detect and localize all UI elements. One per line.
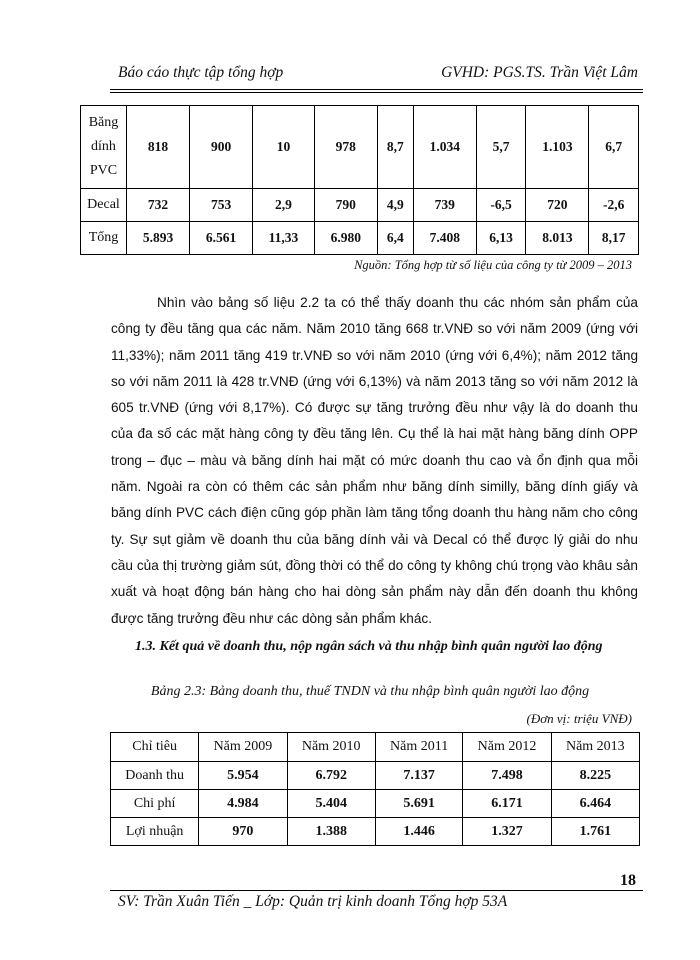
column-header: Năm 2013 [551, 733, 639, 762]
table-cell: 970 [199, 818, 287, 846]
table-cell: 790 [314, 189, 377, 222]
body-paragraph: Nhìn vào bảng số liệu 2.2 ta có thể thấy doanh thu các nhóm sản phẩm của công ty đều tăng qua các năm. Năm 2010 tăng 668 tr.VNĐ so với năm 2009 (ứng với 11,33%); năm 2011 tăng 419 tr.VNĐ so với năm 2010 (ứng với 6,4%); năm 2012 tăng so với năm 2011 là 428 tr.VNĐ (ứng với 6,13%) và năm 2013 tăng so với năm 2012 là 605 tr.VNĐ (ứng với 8,17%). Có được sự tăng trưởng đều như vậy là do doanh thu của đa số các mặt hàng công ty đều tăng lên. Cụ thể là hai mặt hàng băng dính OPP trong – đục – màu và băng dính hai mặt có mức doanh thu cao và ổn định qua mỗi năm. Ngoài ra còn có thêm các sản phẩm như băng dính similly, băng dính giấy và băng dính PVC cách điện cũng góp phần làm tăng tổng doanh thu hàng năm cho công ty. Sự sụt giảm về doanh thu của băng dính vải và Decal có thể được lý giải do nhu cầu của thị trường giảm sút, đồng thời có thể do công ty không chú trọng vào khâu sản xuất và hoạt động bán hàng cho hai dòng sản phẩm này dẫn đến doanh thu không được tăng trưởng đều như các dòng sản phẩm khác. [111, 295, 638, 626]
table-cell: 6.171 [463, 790, 551, 818]
source-note: Nguồn: Tổng hợp từ số liệu của công ty từ 2009 – 2013 [354, 258, 632, 272]
row-label-line: dính [91, 139, 116, 154]
row-label: Decal [81, 189, 127, 222]
table-cell: 7.137 [375, 762, 463, 790]
column-header: Chỉ tiêu [111, 733, 199, 762]
table-cell: 978 [314, 106, 377, 189]
page-footer: SV: Trần Xuân Tiến _ Lớp: Quản trị kinh doanh Tổng hợp 53A [118, 893, 508, 910]
table-row [111, 818, 640, 846]
table-cell: -6,5 [476, 189, 526, 222]
page-header [118, 64, 638, 86]
financial-results-table [110, 732, 640, 846]
row-label: Chi phí [111, 790, 199, 818]
table-header-row [111, 733, 640, 762]
header-divider [110, 89, 643, 93]
column-header: Năm 2010 [287, 733, 375, 762]
table-cell: 900 [190, 106, 253, 189]
section-title: Kết quả về doanh thu, nộp ngân sách và thu nhập bình quân người lao động [159, 639, 603, 654]
column-header: Năm 2009 [199, 733, 287, 762]
table-unit-note: (Đơn vị: triệu VNĐ) [526, 711, 632, 726]
table-cell: 732 [127, 189, 190, 222]
table-cell: 6,13 [476, 222, 526, 255]
section-number: 1.3. [135, 639, 156, 654]
row-label-line: PVC [89, 163, 118, 178]
table-cell: 8,17 [589, 222, 639, 255]
table-cell: 1.103 [526, 106, 589, 189]
row-label-line: Băng [88, 115, 119, 130]
table-cell: 7.408 [413, 222, 476, 255]
table-cell: 2,9 [253, 189, 315, 222]
header-advisor: GVHD: PGS.TS. Trần Việt Lâm [441, 64, 638, 81]
product-revenue-table [80, 105, 639, 255]
table-cell: 6,7 [589, 106, 639, 189]
table-cell: 1.388 [287, 818, 375, 846]
table-cell: 10 [253, 106, 315, 189]
table-row [111, 762, 640, 790]
table-caption: Bảng 2.3: Bảng doanh thu, thuế TNDN và thu nhập bình quân người lao động [150, 684, 590, 699]
table-cell: 4,9 [377, 189, 413, 222]
table-cell: 720 [526, 189, 589, 222]
footer-divider [110, 890, 643, 891]
table-cell: 7.498 [463, 762, 551, 790]
table-cell: 8.013 [526, 222, 589, 255]
table-cell: 818 [127, 106, 190, 189]
table-cell: 8.225 [551, 762, 639, 790]
table-cell: 753 [190, 189, 253, 222]
table-cell: 5.691 [375, 790, 463, 818]
table-cell: 5.893 [127, 222, 190, 255]
header-report-title: Báo cáo thực tập tổng hợp [118, 64, 284, 81]
table-cell: 6.980 [314, 222, 377, 255]
table-cell: 1.761 [551, 818, 639, 846]
table-cell: 6.792 [287, 762, 375, 790]
row-label: Doanh thu [111, 762, 199, 790]
table-cell: 5.954 [199, 762, 287, 790]
table-row [81, 106, 639, 189]
table-cell: 6.464 [551, 790, 639, 818]
table-cell: -2,6 [589, 189, 639, 222]
table-cell: 6,4 [377, 222, 413, 255]
table-cell: 1.446 [375, 818, 463, 846]
table-cell: 739 [413, 189, 476, 222]
table-row [111, 790, 640, 818]
page-number: 18 [620, 872, 636, 889]
row-label [81, 106, 127, 189]
row-label: Lợi nhuận [111, 818, 199, 846]
table-cell: 1.327 [463, 818, 551, 846]
table-cell: 1.034 [413, 106, 476, 189]
section-heading [111, 634, 638, 660]
column-header: Năm 2011 [375, 733, 463, 762]
table-cell: 5.404 [287, 790, 375, 818]
table-cell: 5,7 [476, 106, 526, 189]
row-label: Tổng [81, 222, 127, 255]
table-cell: 6.561 [190, 222, 253, 255]
table-cell: 11,33 [253, 222, 315, 255]
table-row [81, 189, 639, 222]
table-row [81, 222, 639, 255]
table-cell: 4.984 [199, 790, 287, 818]
table-cell: 8,7 [377, 106, 413, 189]
column-header: Năm 2012 [463, 733, 551, 762]
